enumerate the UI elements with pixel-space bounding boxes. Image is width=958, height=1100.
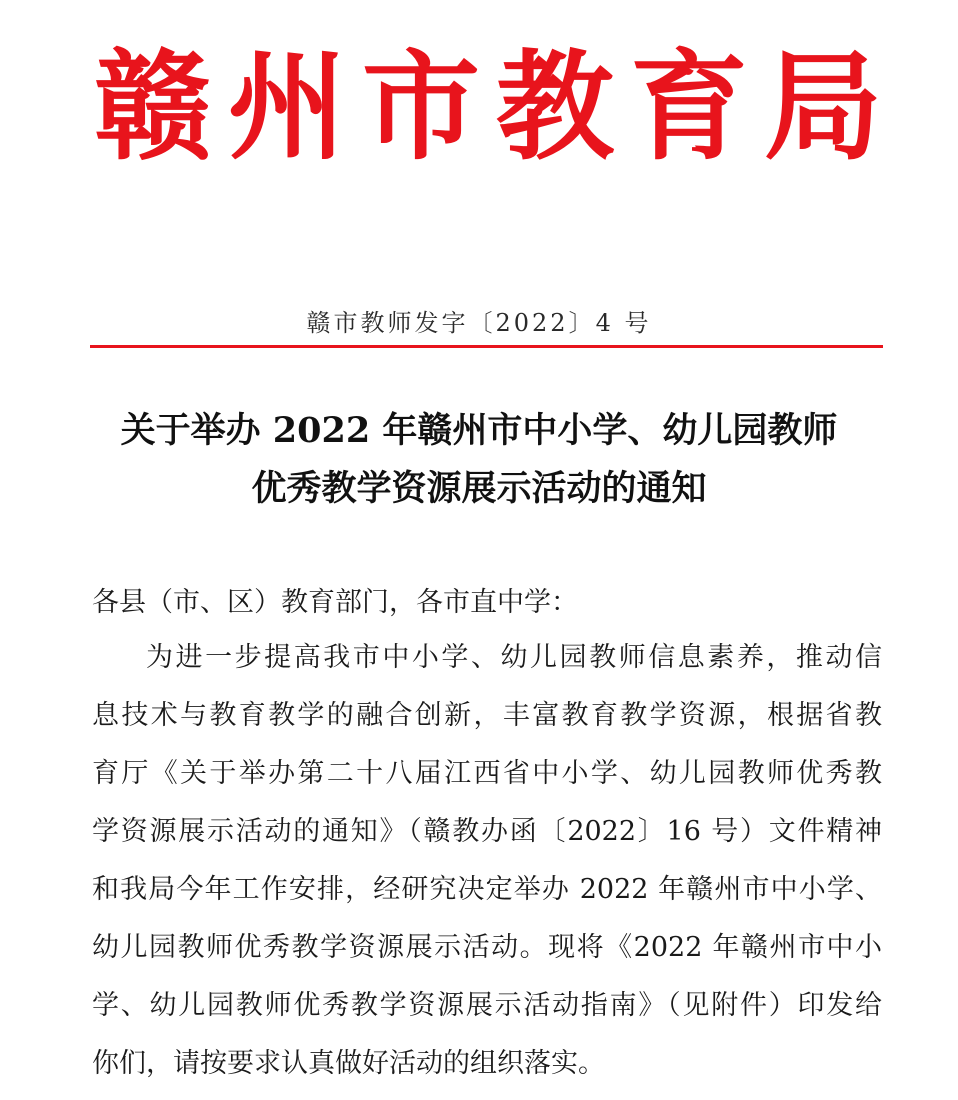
salutation: 各县（市、区）教育部门，各市直中学：: [92, 587, 578, 618]
body-line: 学、幼儿园教师优秀教学资源展示活动指南》（见附件）印发给: [92, 990, 882, 1021]
issuer-heading: [88, 37, 888, 176]
issuer-char: 市: [361, 37, 480, 176]
body-line: 你们，请按要求认真做好活动的组织落实。: [92, 1048, 605, 1079]
body-line: 息技术与教育教学的融合创新，丰富教育教学资源，根据省教: [92, 700, 882, 731]
body-paragraph: [92, 636, 882, 1100]
body-line: 育厅《关于举办第二十八届江西省中小学、幼儿园教师优秀教: [92, 758, 882, 789]
body-line: 学资源展示活动的通知》（赣教办函〔2022〕16 号）文件精神: [92, 816, 882, 847]
body-line: 和我局今年工作安排，经研究决定举办 2022 年赣州市中小学、: [92, 874, 882, 905]
document-number: 赣市教师发字〔2022〕4 号: [306, 309, 652, 337]
issuer-char: 州: [227, 37, 346, 176]
issuer-char: 教: [495, 37, 614, 176]
issuer-char: 赣: [93, 37, 212, 176]
issuer-char: 育: [629, 37, 748, 176]
red-divider: [90, 345, 883, 348]
title-line: 关于举办 2022 年赣州市中小学、幼儿园教师: [120, 410, 838, 451]
document-title: [60, 402, 898, 518]
issuer-char: 局: [763, 37, 882, 176]
body-line: 幼儿园教师优秀教学资源展示活动。现将《2022 年赣州市中小: [92, 932, 882, 963]
title-line: 优秀教学资源展示活动的通知: [251, 468, 707, 509]
body-line: 为进一步提高我市中小学、幼儿园教师信息素养，推动信: [146, 642, 882, 673]
